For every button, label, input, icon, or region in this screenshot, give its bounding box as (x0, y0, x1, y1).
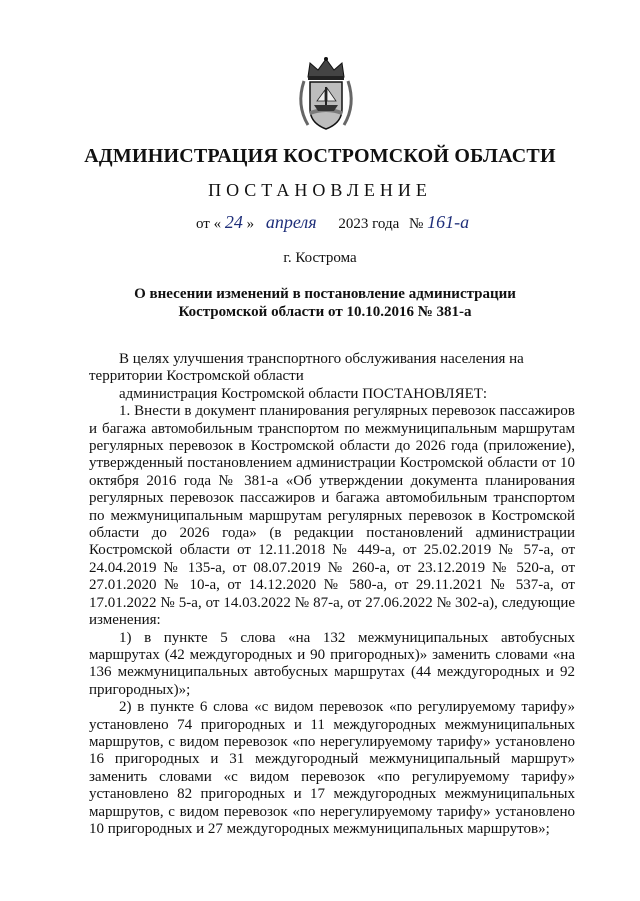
body-paragraph: территории Костромской области (89, 368, 304, 385)
date-line (196, 212, 469, 233)
organization-name: АДМИНИСТРАЦИЯ КОСТРОМСКОЙ ОБЛАСТИ (84, 145, 556, 167)
title-line: Костромской области от 10.10.2016 № 381-а (178, 304, 472, 320)
title-line: О внесении изменений в постановление администрации (134, 286, 516, 302)
body-paragraph: 2) в пункте 6 слова «с видом перевозок «по регулируемому тарифу» установлено 74 пригородных и 11 междугородных межмуниципальных маршрутов, с видом перевозок «по нерегулируемому тарифу» установлено 16 пригородных и 31 междугородный межмуниципальный маршрут» заменить словами «с видом перевозок «по регулируемому тарифу» установлено 82 пригородных и 17 междугородных межмуниципальных маршрутов, с видом перевозок «по нерегулируемому тарифу» установлено 10 пригородных и 27 междугородных межмуниципальных маршрутов»; (89, 699, 575, 837)
body-paragraph: администрация Костромской области ПОСТАНОВЛЯЕТ: (119, 385, 488, 402)
body-paragraph: В целях улучшения транспортного обслуживания населения на (119, 351, 524, 367)
document-body (89, 351, 575, 838)
body-paragraph: 1) в пункте 5 слова «на 132 межмуниципальных автобусных маршрутах (42 междугородных и 90 пригородных)» заменить словами «на 136 межмуниципальных автобусных маршрутах (44 междугородных и 92 пригородных)»; (89, 629, 575, 698)
city: г. Кострома (283, 250, 357, 266)
date-year: 2023 года (338, 216, 400, 232)
date-prefix: от « (196, 216, 222, 232)
kostroma-coat-of-arms-icon (294, 55, 358, 135)
body-paragraph: 1. Внести в документ планирования регулярных перевозок пассажиров и багажа автомобильным транспортом по межмуниципальным маршрутам регулярных перевозок в Костромской области до 2026 года (приложение), утвержденный постановлением администрации Костромской области от 10 октября 2016 года № 381-а «Об утверждении документа планирования регулярных перевозок пассажиров и багажа автомобильным транспортом по межмуниципальным маршрутам регулярных перевозок в Костромской области до 2026 года» (в редакции постановлений администрации Костромской области от 12.11.2018 № 449-а, от 25.02.2019 № 57-а, от 24.04.2019 № 135-а, от 08.07.2019 № 260-а, от 23.12.2019 № 520-а, от 27.01.2020 № 10-а, от 14.12.2020 № 580-а, от 29.11.2021 № 537-а, от 17.01.2022 № 5-а, от 14.03.2022 № 87-а, от 27.06.2022 № 302-а), следующие изменения: (89, 403, 575, 629)
date-day: 24 (224, 212, 243, 232)
document-type: ПОСТАНОВЛЕНИЕ (208, 180, 432, 200)
number-sign: № (409, 216, 424, 232)
document-title (80, 285, 570, 321)
date-month: апреля (265, 212, 317, 232)
document-number: 161-а (427, 212, 470, 232)
date-day-suffix: » (246, 216, 255, 232)
